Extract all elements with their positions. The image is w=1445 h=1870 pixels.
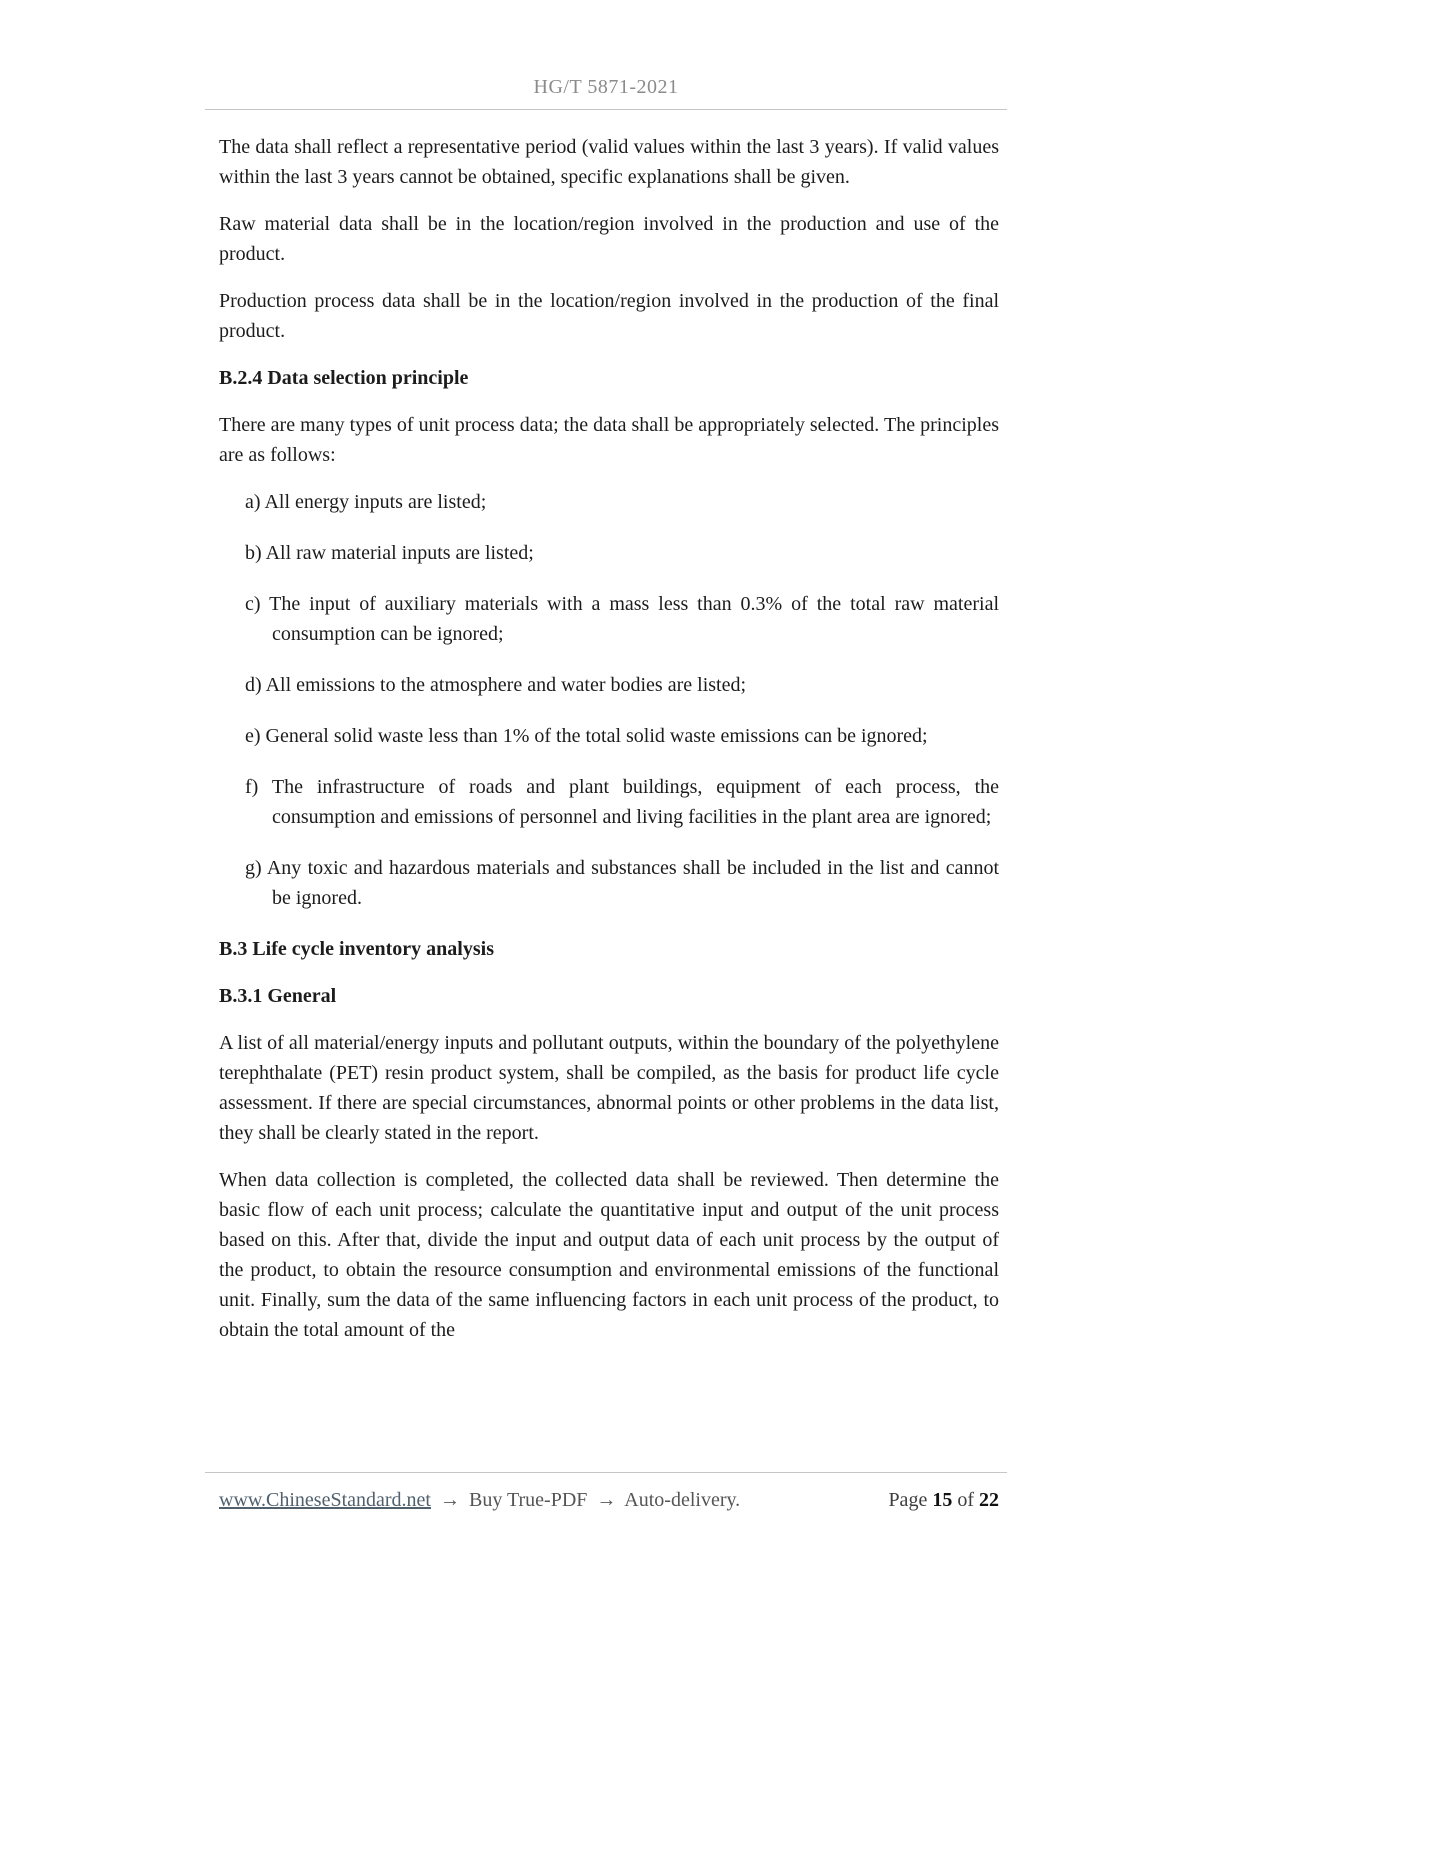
page-label: Page <box>888 1489 928 1511</box>
list-item-marker: f) <box>245 776 259 798</box>
list-item-e <box>219 721 999 751</box>
list-item-text: All raw material inputs are listed; <box>265 542 534 564</box>
list-item-text: Any toxic and hazardous materials and substances shall be included in the list and cannot be ignored. <box>266 857 1000 909</box>
page-footer <box>219 1489 999 1512</box>
list-item-marker: c) <box>245 593 261 615</box>
footer-site-link[interactable]: www.ChineseStandard.net <box>219 1489 431 1511</box>
list-item-text: The input of auxiliary materials with a mass less than 0.3% of the total raw material consumption can be ignored; <box>269 593 1000 645</box>
list-item-text: All energy inputs are listed; <box>264 491 487 513</box>
page-number-indicator <box>888 1489 999 1512</box>
paragraph-data-review: When data collection is completed, the collected data shall be reviewed. Then determine the basic flow of each unit process; calculate the quantitative input and output of the unit process based on this. After that, divide the input and output data of each unit process by the output of the product, to obtain the resource consumption and environmental emissions of the functional unit. Finally, sum the data of the same influencing factors in each unit process of the product, to obtain the total amount of the <box>219 1169 999 1341</box>
list-item-d <box>219 670 999 700</box>
list-item-marker: e) <box>245 725 261 747</box>
current-page-number: 15 <box>932 1489 953 1511</box>
list-item-text: All emissions to the atmosphere and water bodies are listed; <box>265 674 747 696</box>
paragraph-production-process-data: Production process data shall be in the location/region involved in the production of the final product. <box>219 290 999 342</box>
section-heading-b-3-1: B.3.1 General <box>219 985 337 1007</box>
of-label: of <box>957 1489 974 1511</box>
footer-delivery-text: Auto-delivery. <box>624 1489 741 1511</box>
document-content <box>219 132 999 1362</box>
list-item-b <box>219 538 999 568</box>
list-item-g <box>219 853 999 913</box>
footer-source-line <box>219 1489 740 1512</box>
paragraph-raw-material-data: Raw material data shall be in the location/region involved in the production and use of the product. <box>219 213 999 265</box>
list-item-a <box>219 487 999 517</box>
section-heading-b-3: B.3 Life cycle inventory analysis <box>219 938 494 960</box>
paragraph-inventory-list: A list of all material/energy inputs and pollutant outputs, within the boundary of the polyethylene terephthalate (PET) resin product system, shall be compiled, as the basis for product life cycle assessment. If there are special circumstances, abnormal points or other problems in the data list, they shall be clearly stated in the report. <box>219 1032 999 1144</box>
footer-rule <box>205 1472 1007 1473</box>
list-item-text: The infrastructure of roads and plant buildings, equipment of each process, the consumption and emissions of personnel and living facilities in the plant area are ignored; <box>271 776 1000 828</box>
list-item-text: General solid waste less than 1% of the total solid waste emissions can be ignored; <box>265 725 928 747</box>
arrow-right-icon: → <box>440 1489 460 1511</box>
list-item-f <box>219 772 999 832</box>
list-item-marker: d) <box>245 674 262 696</box>
footer-buy-text: Buy True-PDF <box>469 1489 588 1511</box>
list-item-c <box>219 589 999 649</box>
section-heading-b-2-4: B.2.4 Data selection principle <box>219 367 469 389</box>
header-rule <box>205 109 1007 110</box>
doc-number-header: HG/T 5871-2021 <box>533 76 679 98</box>
paragraph-selection-intro: There are many types of unit process data; the data shall be appropriately selected. The principles are as follows: <box>219 414 999 466</box>
arrow-right-icon: → <box>596 1489 617 1511</box>
total-page-count: 22 <box>979 1489 999 1511</box>
list-item-marker: b) <box>245 542 262 564</box>
list-item-marker: g) <box>245 857 262 879</box>
list-item-marker: a) <box>245 491 261 513</box>
paragraph-data-period: The data shall reflect a representative period (valid values within the last 3 years). If valid values within the last 3 years cannot be obtained, specific explanations shall be given. <box>219 136 999 188</box>
